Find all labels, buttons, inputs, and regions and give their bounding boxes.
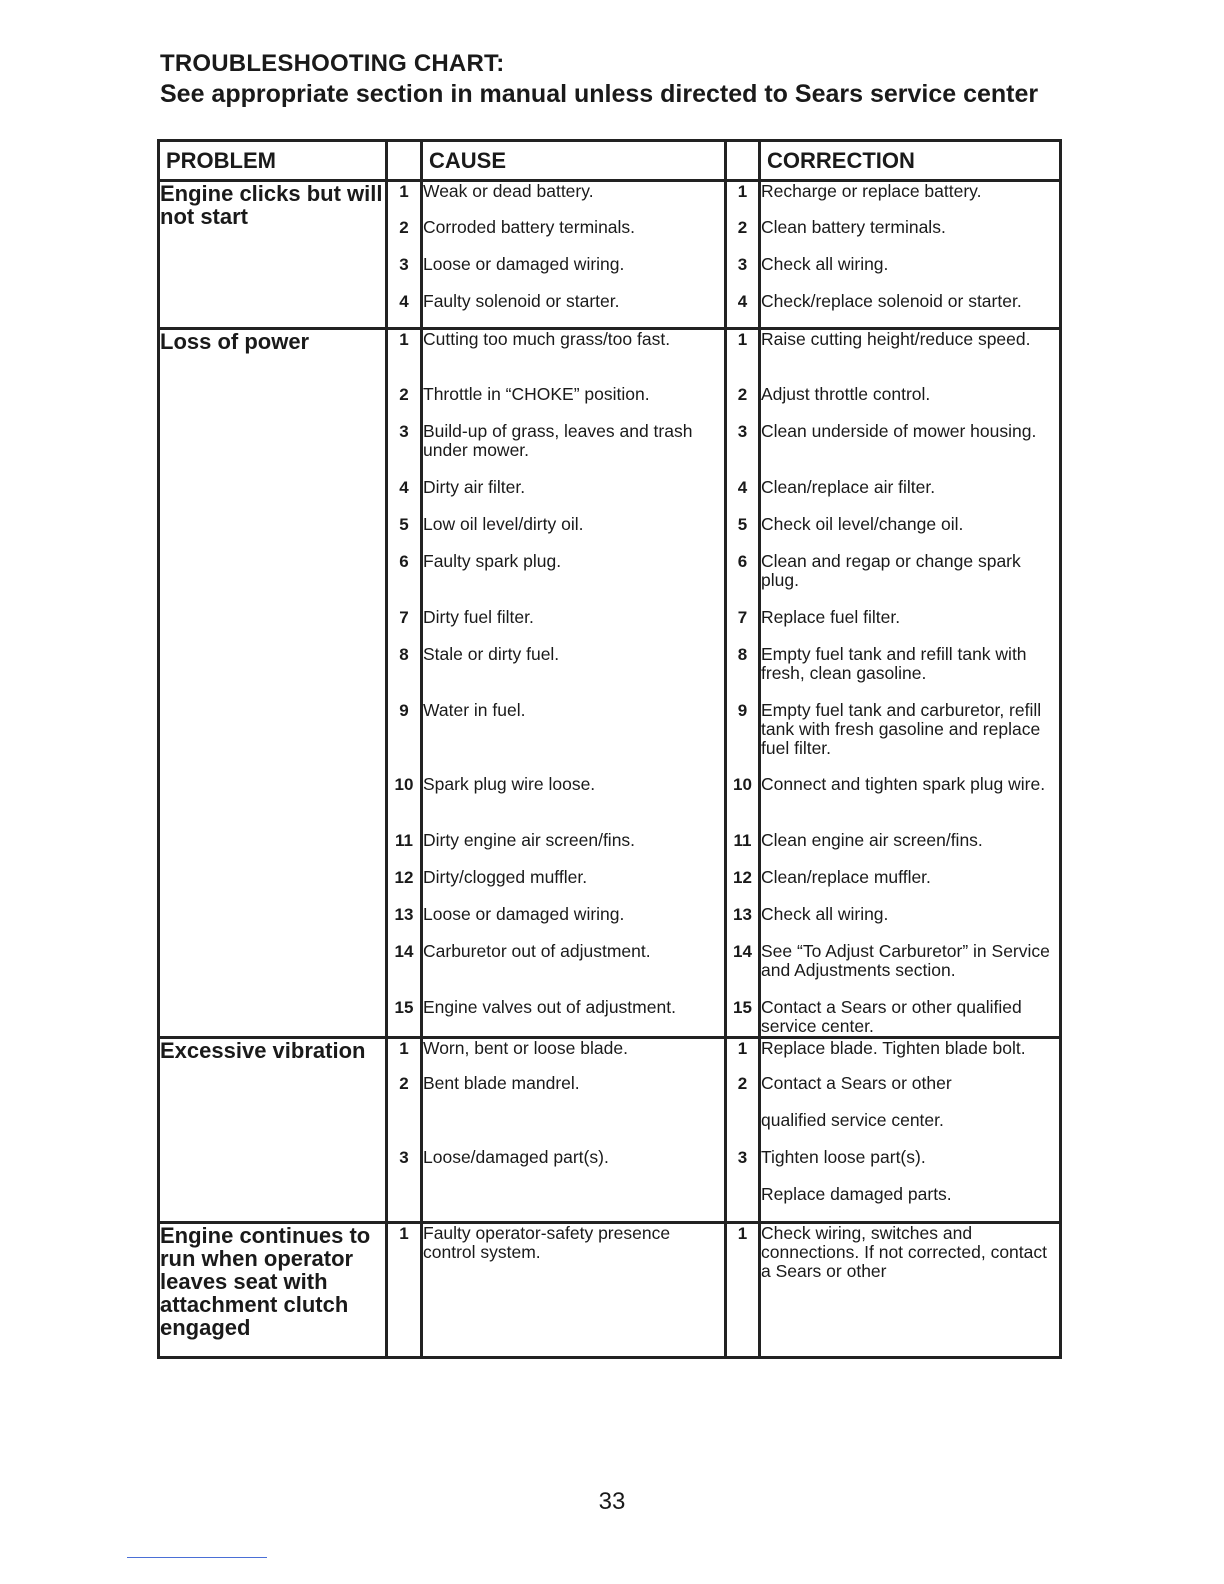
correction-number: 10	[726, 775, 760, 831]
table-row	[159, 1037, 1061, 1074]
correction-text: Replace blade. Tighten blade bolt.	[760, 1037, 1061, 1074]
chart-title: TROUBLESHOOTING CHART:	[160, 50, 505, 77]
correction-text: Clean/replace air filter.	[760, 478, 1061, 515]
correction-number: 2	[726, 1074, 760, 1111]
cause-number: 1	[387, 1037, 422, 1074]
cause-number: 14	[387, 942, 422, 998]
cause-number: 3	[387, 1148, 422, 1185]
correction-number: 1	[726, 181, 760, 218]
cause-number: 15	[387, 998, 422, 1038]
correction-text: Raise cutting height/reduce speed.	[760, 329, 1061, 385]
correction-text: Check wiring, switches and connections. If not corrected, contact a Sears or other	[760, 1222, 1061, 1357]
correction-number: 3	[726, 422, 760, 478]
cause-number	[387, 1111, 422, 1148]
correction-number: 14	[726, 942, 760, 998]
cause-number: 8	[387, 645, 422, 701]
correction-text: Check all wiring.	[760, 905, 1061, 942]
cause-text: Cutting too much grass/too fast.	[422, 329, 726, 385]
cause-text: Build-up of grass, leaves and trash under mower.	[422, 422, 726, 478]
correction-number: 3	[726, 1148, 760, 1185]
cause-text: Water in fuel.	[422, 701, 726, 775]
cause-number: 13	[387, 905, 422, 942]
correction-text: Empty fuel tank and refill tank with fresh, clean gasoline.	[760, 645, 1061, 701]
cause-number: 2	[387, 218, 422, 255]
correction-number: 12	[726, 868, 760, 905]
page-number: 33	[598, 1488, 626, 1515]
cause-number: 3	[387, 422, 422, 478]
cause-text: Bent blade mandrel.	[422, 1074, 726, 1111]
table-row	[159, 181, 1061, 218]
correction-number	[726, 1185, 760, 1222]
cause-text: Low oil level/dirty oil.	[422, 515, 726, 552]
cause-number: 4	[387, 478, 422, 515]
cause-text: Stale or dirty fuel.	[422, 645, 726, 701]
cause-number: 2	[387, 385, 422, 422]
problem-cell: Engine clicks but will not start	[159, 181, 387, 329]
correction-number: 4	[726, 292, 760, 329]
correction-number	[726, 1111, 760, 1148]
correction-number: 4	[726, 478, 760, 515]
header-correction: CORRECTION	[760, 141, 1061, 181]
correction-number: 2	[726, 218, 760, 255]
correction-text: Check all wiring.	[760, 255, 1061, 292]
cause-text	[422, 1111, 726, 1148]
correction-text: Tighten loose part(s).	[760, 1148, 1061, 1185]
cause-number: 1	[387, 1222, 422, 1357]
cause-text: Dirty/clogged muffler.	[422, 868, 726, 905]
correction-text: See “To Adjust Carburetor” in Service and Adjustments section.	[760, 942, 1061, 998]
cause-number: 11	[387, 831, 422, 868]
cause-text: Loose or damaged wiring.	[422, 905, 726, 942]
correction-number: 1	[726, 1037, 760, 1074]
correction-text: Clean battery terminals.	[760, 218, 1061, 255]
cause-text: Throttle in “CHOKE” position.	[422, 385, 726, 422]
cause-number: 12	[387, 868, 422, 905]
correction-number: 13	[726, 905, 760, 942]
correction-number: 3	[726, 255, 760, 292]
cause-text: Dirty fuel filter.	[422, 608, 726, 645]
table-body	[159, 181, 1061, 1358]
correction-text: Clean underside of mower housing.	[760, 422, 1061, 478]
correction-text: Replace damaged parts.	[760, 1185, 1061, 1222]
correction-number: 1	[726, 1222, 760, 1357]
cause-text: Engine valves out of adjustment.	[422, 998, 726, 1038]
cause-text: Faulty solenoid or starter.	[422, 292, 726, 329]
cause-text: Corroded battery terminals.	[422, 218, 726, 255]
header-correction-number	[726, 141, 760, 181]
correction-text: Clean and regap or change spark plug.	[760, 552, 1061, 608]
troubleshooting-table	[157, 139, 1062, 1359]
correction-number: 8	[726, 645, 760, 701]
correction-number: 15	[726, 998, 760, 1038]
cause-number: 2	[387, 1074, 422, 1111]
correction-text: Adjust throttle control.	[760, 385, 1061, 422]
cause-text: Loose/damaged part(s).	[422, 1148, 726, 1185]
correction-text: Clean/replace muffler.	[760, 868, 1061, 905]
cause-text: Faulty operator-safety presence control system.	[422, 1222, 726, 1357]
correction-number: 2	[726, 385, 760, 422]
table-row	[159, 329, 1061, 385]
table-header-row	[159, 141, 1061, 181]
cause-number: 4	[387, 292, 422, 329]
header-cause: CAUSE	[422, 141, 726, 181]
cause-number: 7	[387, 608, 422, 645]
cause-text: Dirty engine air screen/fins.	[422, 831, 726, 868]
problem-cell: Loss of power	[159, 329, 387, 1038]
correction-number: 6	[726, 552, 760, 608]
header-problem: PROBLEM	[159, 141, 387, 181]
correction-text: qualified service center.	[760, 1111, 1061, 1148]
correction-number: 9	[726, 701, 760, 775]
cause-text: Weak or dead battery.	[422, 181, 726, 218]
correction-number: 1	[726, 329, 760, 385]
header-cause-number	[387, 141, 422, 181]
footer-rule	[127, 1557, 267, 1558]
cause-number: 6	[387, 552, 422, 608]
table-row	[159, 1222, 1061, 1357]
correction-number: 7	[726, 608, 760, 645]
correction-text: Check/replace solenoid or starter.	[760, 292, 1061, 329]
cause-text: Spark plug wire loose.	[422, 775, 726, 831]
cause-text: Worn, bent or loose blade.	[422, 1037, 726, 1074]
chart-subtitle: See appropriate section in manual unless directed to Sears service center	[160, 80, 1039, 108]
cause-number: 1	[387, 181, 422, 218]
problem-cell: Engine continues to run when operator leaves seat with attachment clutch engaged	[159, 1222, 387, 1357]
cause-number: 5	[387, 515, 422, 552]
cause-number: 10	[387, 775, 422, 831]
correction-number: 5	[726, 515, 760, 552]
correction-text: Contact a Sears or other	[760, 1074, 1061, 1111]
correction-number: 11	[726, 831, 760, 868]
cause-number: 1	[387, 329, 422, 385]
cause-text: Dirty air filter.	[422, 478, 726, 515]
cause-number	[387, 1185, 422, 1222]
correction-text: Contact a Sears or other qualified service center.	[760, 998, 1061, 1038]
cause-text	[422, 1185, 726, 1222]
cause-text: Loose or damaged wiring.	[422, 255, 726, 292]
problem-cell: Excessive vibration	[159, 1037, 387, 1222]
correction-text: Clean engine air screen/fins.	[760, 831, 1061, 868]
correction-text: Connect and tighten spark plug wire.	[760, 775, 1061, 831]
correction-text: Recharge or replace battery.	[760, 181, 1061, 218]
correction-text: Check oil level/change oil.	[760, 515, 1061, 552]
correction-text: Replace fuel filter.	[760, 608, 1061, 645]
cause-text: Faulty spark plug.	[422, 552, 726, 608]
cause-number: 3	[387, 255, 422, 292]
correction-text: Empty fuel tank and carburetor, refill tank with fresh gasoline and replace fuel filter.	[760, 701, 1061, 775]
cause-number: 9	[387, 701, 422, 775]
cause-text: Carburetor out of adjustment.	[422, 942, 726, 998]
